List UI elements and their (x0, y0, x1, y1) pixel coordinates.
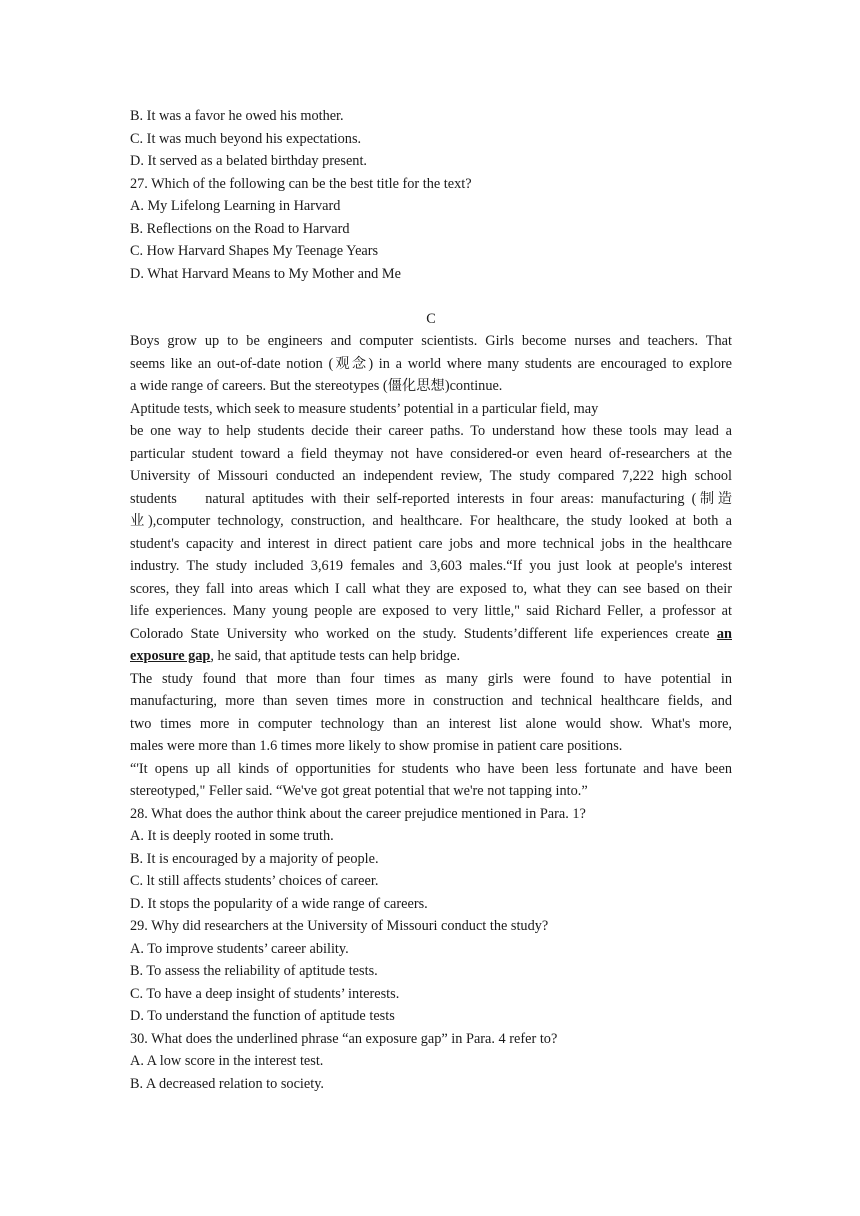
q29-option-b: B. To assess the reliability of aptitude tests. (130, 963, 378, 979)
q26-option-b: B. It was a favor he owed his mother. (130, 108, 344, 124)
q30-stem: 30. What does the underlined phrase “an exposure gap” in Para. 4 refer to? (130, 1030, 558, 1047)
passage-line: seems like an out-of-date notion (观念) in a world where many students are encouraged to explore (130, 355, 732, 372)
underlined-phrase-part-2: exposure gap (130, 648, 211, 664)
passage-line: students natural aptitudes with their self-reported interests in four areas: manufacturing (制造 (130, 490, 732, 507)
passage-line: males were more than 1.6 times more likely to show promise in patient care positions. (130, 738, 623, 754)
q30-option-b: B. A decreased relation to society. (130, 1075, 325, 1092)
passage-line: Boys grow up to be engineers and computer scientists. Girls become nurses and teachers. That (130, 333, 732, 349)
q27-option-a: A. My Lifelong Learning in Harvard (130, 198, 341, 214)
passage-line: , he said, that aptitude tests can help bridge. (210, 648, 461, 664)
passage-line: stereotyped," Feller said. “We've got great potential that we're not tapping into.” (130, 783, 588, 799)
question-28 (130, 803, 732, 916)
q29-option-a: A. To improve students’ career ability. (130, 940, 349, 957)
q26-options (130, 105, 732, 173)
passage-line: life experiences. Many young people are exposed to very little," said Richard Feller, a professor at (130, 603, 732, 619)
passage-line: particular student toward a field theymay not have considered-or even heard of-researchers at the (130, 445, 732, 462)
q29-option-c: C. To have a deep insight of students’ interests. (130, 985, 400, 1002)
passage-line: University of Missouri conducted an independent review, The study compared 7,222 high school (130, 468, 732, 484)
q27-option-c: C. How Harvard Shapes My Teenage Years (130, 243, 379, 259)
q26-option-c: C. It was much beyond his expectations. (130, 130, 362, 147)
q27-stem: 27. Which of the following can be the best title for the text? (130, 175, 472, 192)
q26-option-d: D. It served as a belated birthday present. (130, 153, 368, 169)
passage-line: be one way to help students decide their career paths. To understand how these tools may lead a (130, 423, 732, 439)
question-29 (130, 915, 732, 1028)
q28-stem: 28. What does the author think about the career prejudice mentioned in Para. 1? (130, 805, 586, 822)
passage-paragraph-4 (130, 758, 732, 803)
passage-paragraph-3 (130, 668, 732, 758)
passage-line: scores, they fall into areas which I call what they are exposed to, what they can see based on their (130, 580, 732, 597)
q28-option-c: C. lt still affects students’ choices of career. (130, 873, 379, 889)
q30-option-a: A. A low score in the interest test. (130, 1053, 324, 1069)
passage-paragraph-2 (130, 420, 732, 668)
section-gap (130, 285, 732, 308)
passage-line-with-phrase-end (130, 645, 732, 668)
q28-option-a: A. It is deeply rooted in some truth. (130, 828, 334, 844)
q28-option-b: B. It is encouraged by a majority of people. (130, 850, 379, 867)
underlined-phrase-part-1: an (716, 625, 732, 642)
section-heading: C (426, 310, 436, 327)
passage-paragraph-1 (130, 330, 732, 398)
passage-line: manufacturing, more than seven times more in construction and technical healthcare fields, and (130, 693, 732, 709)
document-content (130, 105, 732, 1095)
passage-line-with-phrase (130, 623, 732, 646)
passage-paragraph-2-first-line: Aptitude tests, which seek to measure students’ potential in a particular field, may (130, 400, 599, 417)
question-30 (130, 1028, 732, 1096)
q28-option-d: D. It stops the popularity of a wide range of careers. (130, 895, 428, 912)
question-27 (130, 173, 732, 286)
q29-option-d: D. To understand the function of aptitude tests (130, 1008, 395, 1024)
passage-line: two times more in computer technology than an interest list alone would show. What's more, (130, 715, 732, 732)
passage-line: 业),computer technology, construction, and healthcare. For healthcare, the study looked at both a (130, 513, 732, 529)
passage-line: “'It opens up all kinds of opportunities for students who have been less fortunate and have been (130, 760, 732, 777)
q27-option-d: D. What Harvard Means to My Mother and Me (130, 265, 401, 282)
passage-line: a wide range of careers. But the stereotypes (僵化思想)continue. (130, 378, 503, 394)
q27-option-b: B. Reflections on the Road to Harvard (130, 220, 350, 237)
passage-line: student's capacity and interest in direct patient care jobs and more technical jobs in the healthcare (130, 535, 732, 552)
passage-line: industry. The study included 3,619 females and 3,603 males.“If you just look at people's interest (130, 558, 732, 574)
q29-stem: 29. Why did researchers at the University of Missouri conduct the study? (130, 918, 549, 934)
passage-line: Colorado State University who worked on the study. Students’different life experiences create (130, 625, 710, 642)
passage-line: The study found that more than four times as many girls were found to have potential in (130, 670, 732, 687)
